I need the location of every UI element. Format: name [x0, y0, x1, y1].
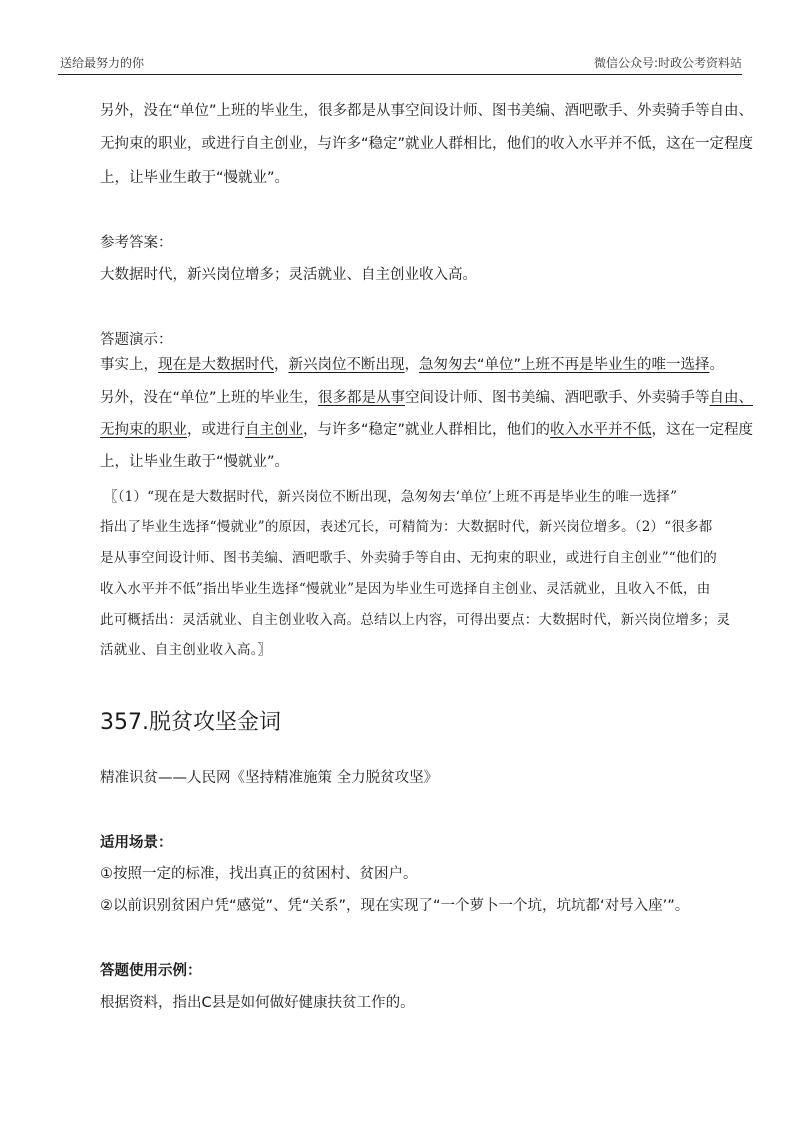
- example-label: 答题使用示例：: [100, 963, 202, 979]
- demo-text: 空间设计师、图书美编、酒吧歌手、外卖骑手等: [405, 390, 710, 406]
- header-left-text: 送给最努力的你: [60, 56, 145, 70]
- demo-line-3: [100, 420, 753, 440]
- scenes-label: 适用场景：: [100, 835, 173, 851]
- underlined-phrase: 现在是大数据时代: [158, 357, 274, 373]
- underlined-phrase: 急匆匆去“单位”上班不再是毕业生的唯一选择: [419, 357, 710, 373]
- demo-line-2: [100, 388, 753, 408]
- scene-item-2: ②以前识别贫困户凭“感觉”、凭“关系”，现在实现了“一个萝卜一个坑，坑坑都‘对号入座’”。: [100, 898, 690, 914]
- underlined-phrase: 很多都是从事: [318, 390, 406, 406]
- demo-text: ，与许多“稳定”就业人群相比，他们的: [303, 422, 551, 438]
- reference-label: 参考答案：: [100, 235, 173, 251]
- demo-text: ，或进行: [187, 422, 245, 438]
- underlined-phrase: 收入水平并不低: [550, 422, 652, 438]
- demo-text: 事实上，: [100, 357, 158, 373]
- underlined-phrase: 新兴岗位不断出现: [288, 357, 405, 373]
- analysis-line-1: 〖（1）“现在是大数据时代，新兴岗位不断出现，急匆匆去‘单位’上班不再是毕业生的唯一选择”: [104, 489, 678, 505]
- page-header: [58, 52, 742, 75]
- demo-text: ，这在一定程度: [651, 422, 754, 438]
- analysis-line-5: 此可概括出：灵活就业、自主创业收入高。总结以上内容，可得出要点：大数据时代，新兴岗位增多；灵: [100, 612, 731, 628]
- reference-answer: 大数据时代，新兴岗位增多；灵活就业、自主创业收入高。: [100, 267, 477, 283]
- demo-text: ，: [274, 357, 289, 373]
- section-title: 357.脱贫攻坚金词: [100, 710, 281, 735]
- demo-line-4: 上，让毕业生敢于“慢就业”。: [100, 454, 290, 470]
- demo-line-1: [100, 355, 724, 375]
- example-text: 根据资料，指出C县是如何做好健康扶贫工作的。: [100, 995, 415, 1011]
- analysis-line-3: 是从事空间设计师、图书美编、酒吧歌手、外卖骑手等自由、无拘束的职业，或进行自主创业”“他们的: [100, 550, 718, 566]
- intro-line-2: 无拘束的职业，或进行自主创业，与许多“稳定”就业人群相比，他们的收入水平并不低，这在一定程度: [100, 136, 754, 152]
- demo-text: 另外，没在“单位”上班的毕业生，: [100, 390, 319, 406]
- analysis-line-4: 收入水平并不低”指出毕业生选择“慢就业”是因为毕业生可选择自主创业、灵活就业，且收入不低，由: [100, 581, 711, 597]
- underlined-phrase: 自主创业: [245, 422, 303, 438]
- intro-line-3: 上，让毕业生敢于“慢就业”。: [100, 170, 290, 186]
- scene-item-1: ①按照一定的标准，找出真正的贫困村、贫困户。: [100, 866, 418, 882]
- underlined-phrase: 无拘束的职业: [100, 422, 187, 438]
- analysis-line-6: 活就业、自主创业收入高。〗: [100, 642, 272, 658]
- section-subtitle: 精准识贫——人民网《坚持精准施策 全力脱贫攻坚》: [100, 770, 439, 786]
- analysis-line-2: 指出了毕业生选择“慢就业”的原因，表述冗长，可精简为：大数据时代，新兴岗位增多。（2）“很多都: [100, 519, 713, 535]
- demo-label: 答题演示：: [100, 332, 173, 348]
- demo-text: ，: [404, 357, 419, 373]
- intro-line-1: 另外，没在“单位”上班的毕业生，很多都是从事空间设计师、图书美编、酒吧歌手、外卖骑手等自由、: [100, 103, 754, 119]
- header-right-text: 微信公众号:时政公考资料站: [593, 56, 742, 70]
- underlined-phrase: 自由、: [709, 390, 754, 406]
- demo-text: 。: [709, 357, 725, 373]
